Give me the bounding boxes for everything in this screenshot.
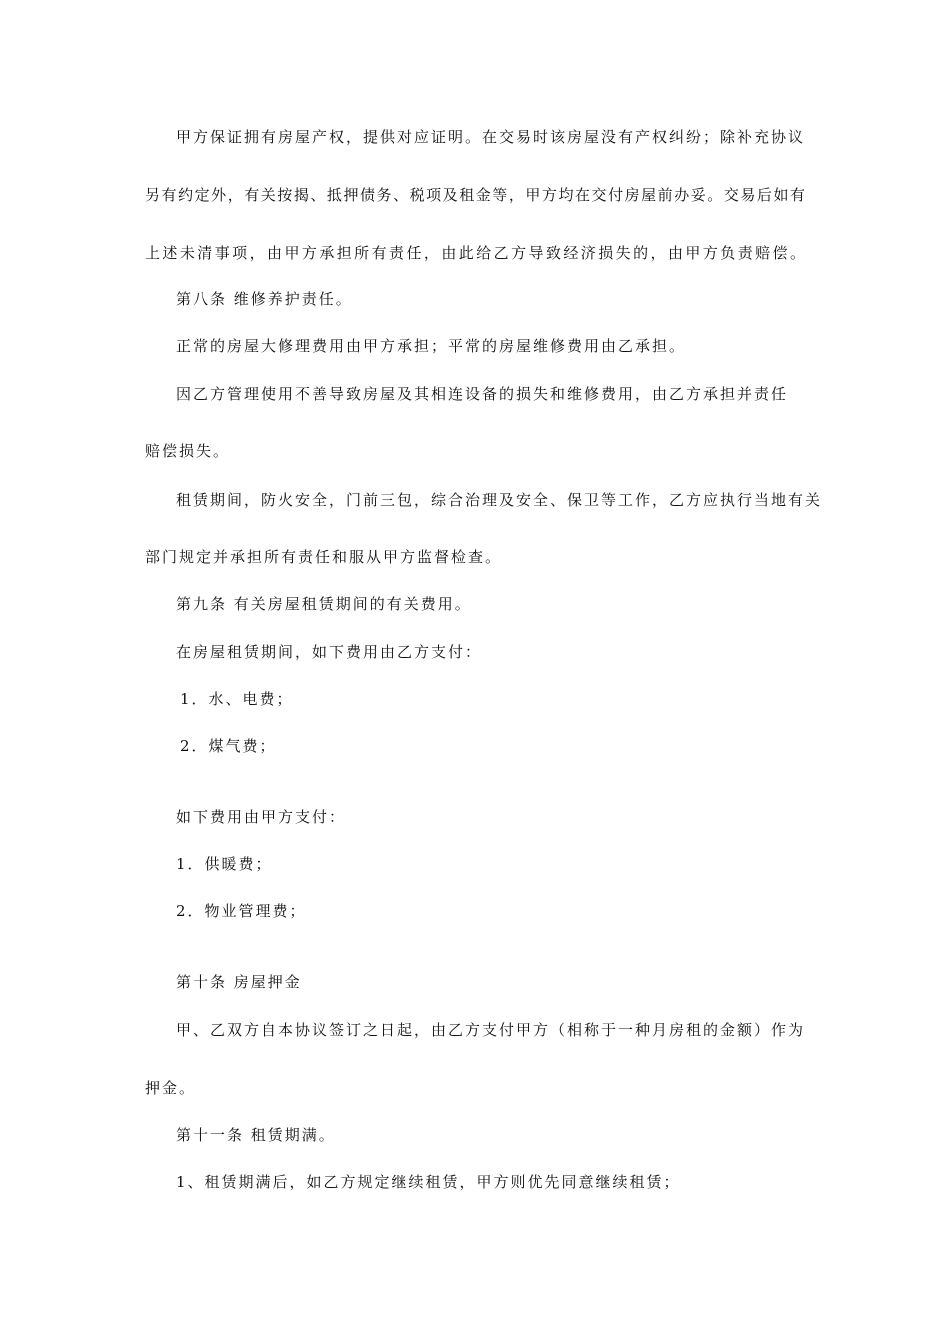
paragraph-line: 另有约定外，有关按揭、抵押债务、税项及租金等，甲方均在交付房屋前办妥。交易后如有 [145, 186, 805, 204]
article-heading: 第十一条 租赁期满。 [176, 1126, 336, 1144]
paragraph-line: 甲、乙双方自本协议签订之日起，由乙方支付甲方（相称于一种月房租的金额）作为 [176, 1021, 806, 1039]
list-item: 2．物业管理费； [176, 902, 307, 920]
article-heading: 第九条 有关房屋租赁期间的有关费用。 [176, 595, 472, 613]
paragraph-line: 部门规定并承担所有责任和服从甲方监督检查。 [145, 548, 503, 566]
paragraph-line: 如下费用由甲方支付： [176, 808, 347, 826]
paragraph-line: 租赁期间，防火安全，门前三包，综合治理及安全、保卫等工作，乙方应执行当地有关 [176, 491, 823, 509]
paragraph-line: 赔偿损失。 [145, 442, 231, 460]
paragraph-line: 押金。 [145, 1079, 197, 1097]
list-item: 2．煤气费； [180, 737, 277, 755]
list-item: 1．水、电费； [180, 690, 294, 708]
paragraph-line: 甲方保证拥有房屋产权，提供对应证明。在交易时该房屋没有产权纠纷；除补充协议 [176, 128, 806, 146]
paragraph-line: 因乙方管理使用不善导致房屋及其相连设备的损失和维修费用，由乙方承担并责任 [176, 385, 789, 403]
article-heading: 第八条 维修养护责任。 [176, 290, 353, 308]
article-heading: 第十条 房屋押金 [176, 973, 302, 991]
paragraph-line: 正常的房屋大修理费用由甲方承担；平常的房屋维修费用由乙承担。 [176, 337, 687, 355]
list-item: 1、租赁期满后，如乙方规定继续租赁，甲方则优先同意继续租赁； [176, 1173, 681, 1191]
paragraph-line: 在房屋租赁期间，如下费用由乙方支付： [176, 643, 483, 661]
list-item: 1．供暖费； [176, 855, 273, 873]
paragraph-line: 上述未清事项，由甲方承担所有责任，由此给乙方导致经济损失的，由甲方负责赔偿。 [145, 244, 805, 262]
